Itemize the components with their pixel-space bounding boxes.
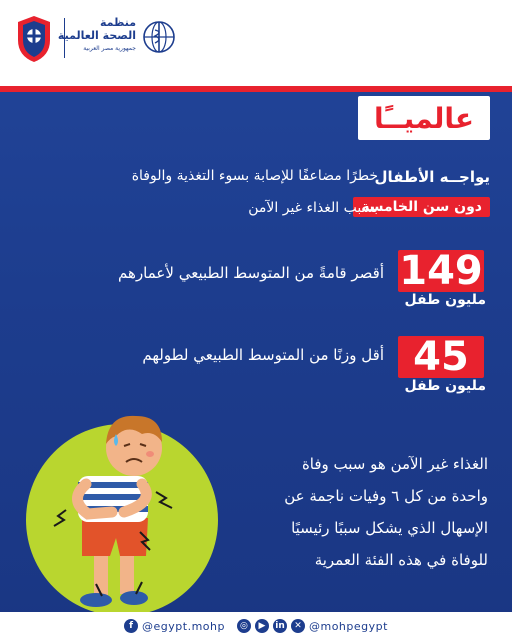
footer-handle-2[interactable]: @mohpegypt: [308, 619, 388, 633]
stat-number-1: 149: [399, 248, 483, 294]
title-box: [358, 96, 490, 140]
intro-line2: بسبب الغذاء غير الآمن: [248, 200, 378, 216]
paragraph-line-1: الغذاء غير الآمن هو سبب وفاة: [301, 455, 488, 473]
intro-line1: خطرًا مضاعفًا للإصابة بسوء التغذية والوفاة: [131, 168, 378, 184]
paragraph-line-2: واحدة من كل ٦ وفيات ناجمة عن: [284, 487, 488, 505]
who-logo: [57, 16, 176, 66]
who-name-line2: الصحة العالمية: [57, 29, 136, 42]
ministry-logo: [14, 14, 54, 64]
intro-badge-label: دون سن الخامسة: [353, 197, 490, 217]
header-accent-line: [0, 86, 512, 92]
footer: [0, 612, 512, 640]
stat-unit-1: مليون طفل: [404, 292, 486, 308]
facebook-icon[interactable]: f: [124, 619, 138, 633]
footer-handle-1[interactable]: @egypt.mohp: [142, 619, 225, 633]
page-title: عالميــًا: [373, 101, 474, 135]
intro-subject: يواجــه الأطفال: [374, 168, 490, 186]
stat-text-1: أقصر قامةً من المتوسط الطبيعي لأعمارهم: [118, 264, 384, 282]
linkedin-icon[interactable]: in: [273, 619, 287, 633]
instagram-icon[interactable]: ◎: [237, 619, 251, 633]
stat-number-2: 45: [398, 336, 484, 378]
who-sub: جمهورية مصر العربية: [83, 45, 136, 52]
ministry-emblem-icon: [14, 14, 54, 64]
sick-child-illustration: [16, 400, 246, 612]
paragraph-line-4: للوفاة في هذه الفئة العمرية: [314, 551, 488, 569]
who-globe-icon: [142, 20, 176, 54]
header-bar: [0, 0, 512, 86]
who-name-line1: منظمة: [99, 16, 136, 29]
twitter-icon[interactable]: ✕: [291, 619, 305, 633]
paragraph-line-3: الإسهال الذي يشكل سببًا رئيسيًا: [291, 519, 488, 537]
youtube-icon[interactable]: ▶: [255, 619, 269, 633]
stat-text-2: أقل وزنًا من المتوسط الطبيعي لطولهم: [142, 346, 384, 364]
paragraph: [248, 448, 488, 576]
illustration: [16, 400, 246, 612]
stat-unit-2: مليون طفل: [404, 378, 486, 394]
